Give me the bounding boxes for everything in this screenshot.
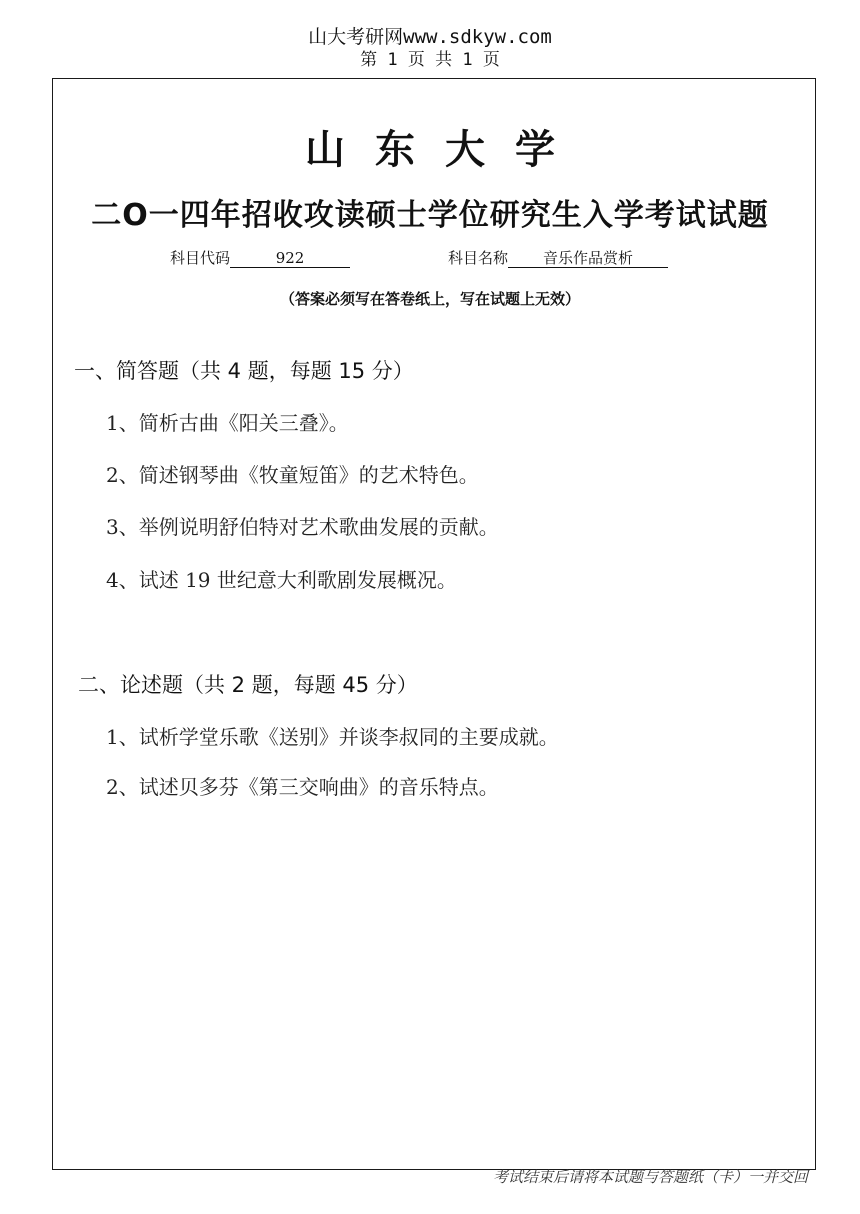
question-1-3: 3、举例说明舒伯特对艺术歌曲发展的贡献。: [106, 515, 499, 539]
question-1-2: 2、简述钢琴曲《牧童短笛》的艺术特色。: [106, 463, 479, 487]
question-2-2: 2、试述贝多芬《第三交响曲》的音乐特点。: [106, 775, 499, 799]
page-counter: 第 1 页 共 1 页: [360, 50, 500, 70]
question-1-4: 4、试述 19 世纪意大利歌剧发展概况。: [106, 568, 457, 592]
subject-name-value: 音乐作品赏析: [508, 249, 668, 268]
section-heading-essay: 二、论述题（共 2 题，每题 45 分）: [78, 673, 418, 697]
subject-name-label: 科目名称: [448, 249, 509, 267]
subject-code-label: 科目代码: [170, 249, 231, 267]
site-header: 山大考研网www.sdkyw.com: [308, 26, 552, 48]
subject-code-value: 922: [230, 249, 350, 268]
subject-code-row: [170, 248, 350, 268]
university-title: 山东大学: [305, 127, 585, 173]
answer-notice: （答案必须写在答卷纸上，写在试题上无效）: [279, 290, 580, 308]
section-heading-short-answer: 一、简答题（共 4 题，每题 15 分）: [74, 359, 414, 383]
footer-note: 考试结束后请将本试题与答题纸（卡）一并交回: [492, 1168, 808, 1186]
exam-title: 二O一四年招收攻读硕士学位研究生入学考试试题: [91, 198, 769, 233]
subject-name-row: [448, 248, 668, 268]
question-1-1: 1、简析古曲《阳关三叠》。: [106, 411, 349, 435]
question-2-1: 1、试析学堂乐歌《送别》并谈李叔同的主要成就。: [106, 725, 559, 749]
exam-frame: [52, 78, 816, 1170]
